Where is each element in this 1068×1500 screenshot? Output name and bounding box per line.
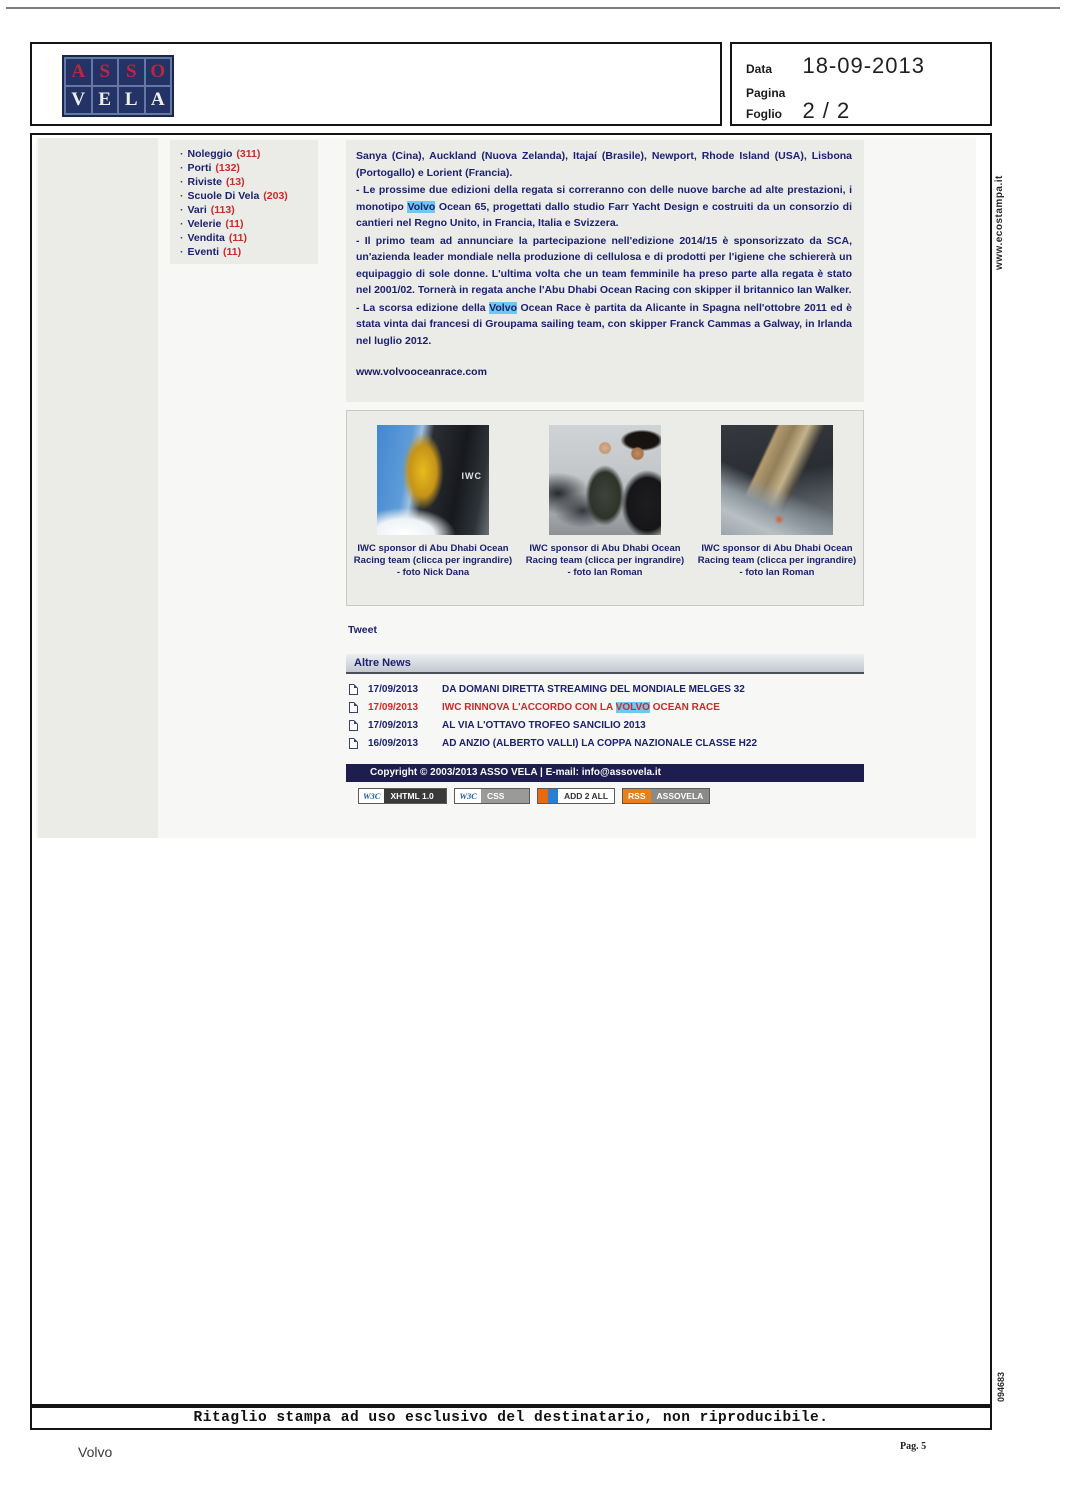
photo-caption xyxy=(525,543,685,579)
news-row xyxy=(346,718,864,736)
article-segment: Ocean 65, progettati dallo studio Farr Yacht Design e costruiti da un consorzio di cantieri nel Regno Unito, in Francia, Italia e Svizzera. xyxy=(356,200,852,229)
caption-line: - foto Ian Roman xyxy=(739,567,815,578)
assovela-logo xyxy=(62,55,174,117)
sidebar-item-label: Porti xyxy=(187,162,212,174)
logo-letter: O xyxy=(146,59,171,85)
photo-caption xyxy=(353,543,513,579)
badge-label: ADD 2 ALL xyxy=(558,789,614,803)
article-paragraph xyxy=(356,148,852,181)
badge-label: CSS xyxy=(481,789,529,803)
badge-label: ASSOVELA xyxy=(651,789,710,803)
bullet-icon: · xyxy=(180,232,184,244)
meta-value-foglio: 2 / 2 xyxy=(802,98,851,123)
caption-line: Racing team (clicca per ingrandire) xyxy=(697,555,857,566)
bullet-icon: · xyxy=(180,218,184,230)
volvooceanrace-link[interactable]: www.volvooceanrace.com xyxy=(356,366,487,378)
caption-line: Racing team (clicca per ingrandire) xyxy=(353,555,513,566)
w3c-css-badge[interactable] xyxy=(454,788,529,804)
copyright-text: Copyright © 2003/2013 ASSO VELA | E-mail: info@assovela.it xyxy=(370,767,661,778)
subject-label: Volvo xyxy=(78,1444,113,1460)
share-icon xyxy=(538,789,558,803)
document-icon xyxy=(349,684,358,695)
news-title-segment: DA DOMANI DIRETTA STREAMING DEL MONDIALE MELGES 32 xyxy=(442,684,745,695)
clipping-code: 094683 xyxy=(996,1371,1006,1402)
highlighted-term: Volvo xyxy=(407,200,436,213)
news-title-segment: IWC RINNOVA L'ACCORDO CON LA xyxy=(442,702,616,713)
caption-line: IWC sponsor di Abu Dhabi Ocean xyxy=(701,543,853,554)
sidebar-item-count: (113) xyxy=(210,204,235,216)
left-column xyxy=(38,138,158,838)
tweet-button[interactable]: Tweet xyxy=(348,624,377,636)
sidebar-item-count: (13) xyxy=(225,176,245,188)
bullet-icon: · xyxy=(180,204,184,216)
bullet-icon: · xyxy=(180,190,184,202)
caption-line: - foto Ian Roman xyxy=(567,567,643,578)
news-date: 17/09/2013 xyxy=(368,684,419,695)
copyright-bar xyxy=(346,764,864,782)
logo-letter: A xyxy=(66,59,91,85)
sidebar-item-label: Noleggio xyxy=(187,148,233,160)
photo-figure xyxy=(697,425,857,605)
header-meta-box xyxy=(730,42,992,126)
sidebar-item-count: (311) xyxy=(236,148,261,160)
webpage-screenshot xyxy=(36,138,976,838)
logo-letter: A xyxy=(146,87,171,113)
article-text xyxy=(346,140,864,402)
sidebar-item-scuole-di-vela[interactable] xyxy=(180,189,318,203)
w3c-xhtml-badge[interactable] xyxy=(358,788,447,804)
sidebar-item-label: Riviste xyxy=(187,176,222,188)
sidebar-item-riviste[interactable] xyxy=(180,175,318,189)
highlighted-term: VOLVO xyxy=(615,702,650,713)
news-link[interactable] xyxy=(442,702,720,713)
photo-strip xyxy=(346,410,864,606)
ritaglio-text: Ritaglio stampa ad uso esclusivo del destinatario, non riproducibile. xyxy=(193,1410,829,1426)
news-link[interactable] xyxy=(442,738,757,749)
meta-label: Data xyxy=(746,62,773,76)
sidebar-item-velerie[interactable] xyxy=(180,217,318,231)
document-icon xyxy=(349,702,358,713)
news-date: 17/09/2013 xyxy=(368,720,419,731)
news-date: 17/09/2013 xyxy=(368,702,419,713)
meta-label: Pagina xyxy=(746,86,786,100)
page-ref: Pag. 5 xyxy=(900,1441,927,1452)
badge-label: XHTML 1.0 xyxy=(384,789,446,803)
ritaglio-strip xyxy=(30,1406,992,1430)
news-title-segment: OCEAN RACE xyxy=(649,702,720,713)
photo-caption xyxy=(697,543,857,579)
caption-line: IWC sponsor di Abu Dhabi Ocean xyxy=(529,543,681,554)
photo-overlay-text: IWC xyxy=(461,471,482,481)
sidebar-item-vari[interactable] xyxy=(180,203,318,217)
rss-icon: RSS xyxy=(623,789,650,803)
sidebar-item-label: Vari xyxy=(187,204,207,216)
article-paragraph xyxy=(356,300,852,350)
bullet-icon: · xyxy=(180,162,184,174)
document-icon xyxy=(349,720,358,731)
news-link[interactable] xyxy=(442,720,646,731)
ecostampa-watermark: www.ecostampa.it xyxy=(994,175,1005,270)
meta-value-date: 18-09-2013 xyxy=(802,53,925,78)
photo-yacht-deck[interactable] xyxy=(721,425,833,535)
logo-letter: S xyxy=(93,59,118,85)
logo-letter: L xyxy=(119,87,144,113)
share-badge[interactable] xyxy=(537,788,615,804)
bullet-icon: · xyxy=(180,176,184,188)
article-segment: Ocean Race è partita da Alicante in Spagna nell'ottobre 2011 ed è stata vinta dai francesi di Groupama sailing team, con skipper Franck Cammas a Galway, in Irlanda nel luglio 2012. xyxy=(356,301,852,347)
news-row xyxy=(346,700,864,718)
rss-badge[interactable] xyxy=(622,788,710,804)
news-row xyxy=(346,682,864,700)
sidebar-item-count: (11) xyxy=(228,232,247,244)
caption-line: Racing team (clicca per ingrandire) xyxy=(525,555,685,566)
sidebar-menu xyxy=(170,140,318,264)
badge-strip xyxy=(358,788,710,804)
article-segment: - La scorsa edizione della xyxy=(356,301,490,314)
logo-letter: S xyxy=(119,59,144,85)
article-segment: - Il primo team ad annunciare la partecipazione nell'edizione 2014/15 è sponsorizzato da SCA, un'azienda leader mondiale nella produzione di cellulosa e di prodotti per l'igiene che schiererà un equipaggio di sole donne. L'ultima volta che un team femminile ha preso parte alla regata è stato nel 2001/02. Tornerà in regata anche l'Abu Dhabi Ocean Racing con skipper il britannico Ian Walker. xyxy=(356,234,852,296)
w3c-icon: W3C xyxy=(359,789,384,803)
sidebar-item-eventi[interactable] xyxy=(180,245,318,259)
news-title-segment: AD ANZIO (ALBERTO VALLI) LA COPPA NAZIONALE CLASSE H22 xyxy=(442,738,758,749)
news-link[interactable] xyxy=(442,684,745,695)
main-frame xyxy=(30,133,992,1406)
altre-news-title: Altre News xyxy=(354,657,411,669)
sidebar-item-label: Vendita xyxy=(187,232,225,244)
altre-news-header xyxy=(346,654,864,674)
bullet-icon: · xyxy=(180,148,184,160)
bullet-icon: · xyxy=(180,246,184,258)
w3c-icon: W3C xyxy=(455,789,480,803)
news-title-segment: AL VIA L'OTTAVO TROFEO SANCILIO 2013 xyxy=(442,720,646,731)
sidebar-item-count: (132) xyxy=(215,162,240,174)
sidebar-item-noleggio[interactable] xyxy=(180,147,318,161)
news-row xyxy=(346,736,864,754)
photo-figure xyxy=(525,425,685,605)
sidebar-item-label: Eventi xyxy=(187,246,220,258)
photo-crew-dockside[interactable] xyxy=(549,425,661,535)
scan-edge-line xyxy=(6,7,1060,9)
meta-row-data xyxy=(746,53,925,79)
meta-row-foglio xyxy=(746,98,850,124)
sidebar-item-count: (203) xyxy=(263,190,288,202)
meta-label: Foglio xyxy=(746,107,782,121)
logo-letter: E xyxy=(93,87,118,113)
article-paragraph xyxy=(356,233,852,299)
sidebar-item-count: (11) xyxy=(223,246,242,258)
logo-letter: V xyxy=(66,87,91,113)
header-logo-box xyxy=(30,42,722,126)
sidebar-item-label: Scuole Di Vela xyxy=(187,190,260,202)
photo-figure xyxy=(353,425,513,605)
article-segment: Sanya (Cina), Auckland (Nuova Zelanda), Itajaí (Brasile), Newport, Rhode Island (USA), Lisbona (Portogallo) e Lorient (Francia). xyxy=(356,150,852,179)
highlighted-term: Volvo xyxy=(489,301,517,314)
sidebar-item-count: (11) xyxy=(225,218,244,230)
document-icon xyxy=(349,738,358,749)
sidebar-item-label: Velerie xyxy=(187,218,222,230)
sidebar-item-vendita[interactable] xyxy=(180,231,318,245)
photo-sailor-rigging[interactable] xyxy=(377,425,489,535)
news-date: 16/09/2013 xyxy=(368,738,419,749)
article-paragraph xyxy=(356,182,852,232)
article-segment: - Le prossime due edizioni della regata si correranno con delle nuove barche ad alte prestazioni, i monotipo xyxy=(356,184,852,213)
caption-line: IWC sponsor di Abu Dhabi Ocean xyxy=(357,543,509,554)
sidebar-item-porti[interactable] xyxy=(180,161,318,175)
caption-line: - foto Nick Dana xyxy=(396,567,470,578)
